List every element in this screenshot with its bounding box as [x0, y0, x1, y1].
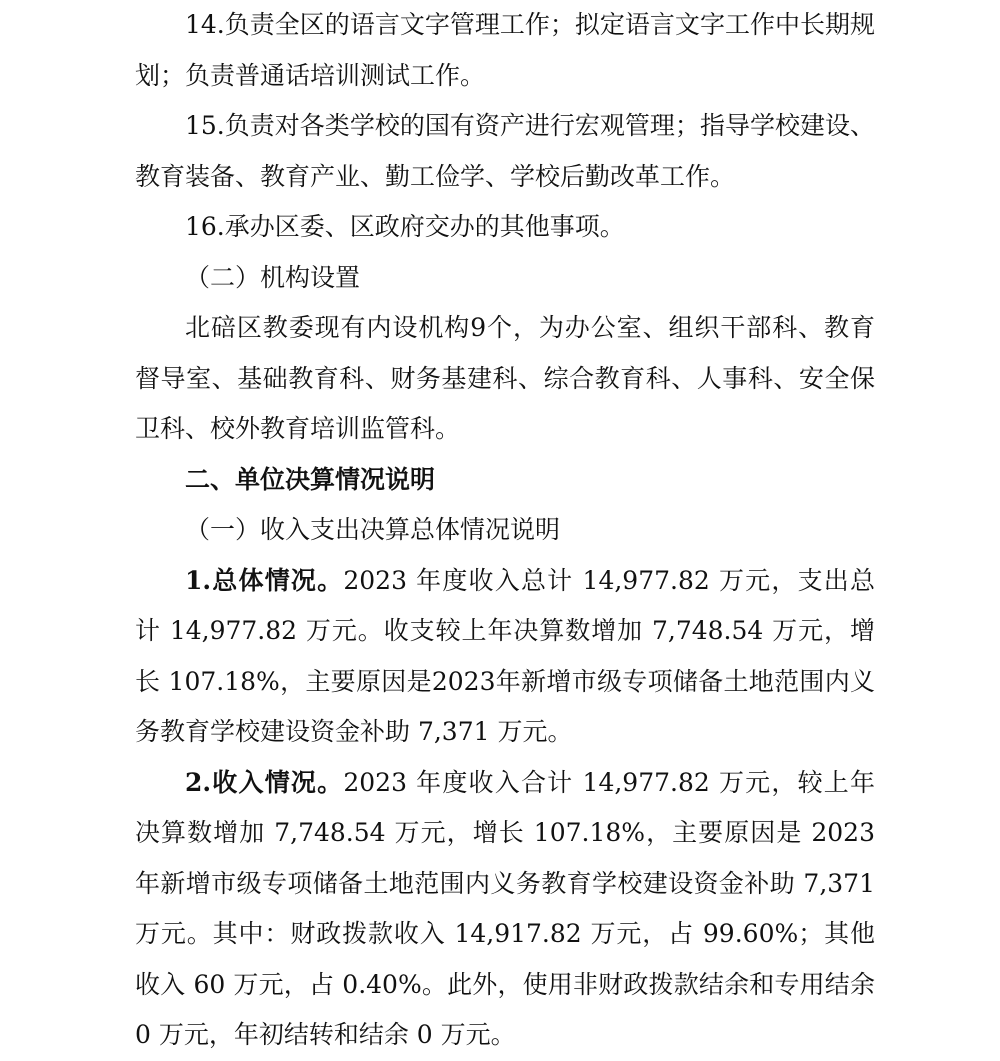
document-page: [135, 0, 875, 1061]
subsection-1-heading: （一）收入支出决算总体情况说明: [185, 515, 561, 544]
income-situation-body: 2023 年度收入合计 14,977.82 万元，较上年决算数增加 7,748.54 万元，增长 107.18%，主要原因是 2023 年新增市级专项储备土地范围内义务教育学校建设资金补助 7,371 万元。其中：财政拨款收入 14,917.82 万元，占 99.60%；其他收入 60 万元，占 0.40%。此外，使用非财政拨款结余和专用结余 0 万元，年初结转和结余 0 万元。: [135, 767, 875, 1049]
overall-situation-lead: 1.总体情况。: [185, 565, 344, 595]
section-2-heading: 二、单位决算情况说明: [185, 464, 436, 494]
paragraph-item-14: 14.负责全区的语言文字管理工作；拟定语言文字工作中长期规划；负责普通话培训测试工作。: [135, 10, 875, 90]
paragraph-item-15: 15.负责对各类学校的国有资产进行宏观管理；指导学校建设、教育装备、教育产业、勤工俭学、学校后勤改革工作。: [135, 111, 875, 191]
paragraph-item-16: 16.承办区委、区政府交办的其他事项。: [185, 212, 625, 241]
overall-situation-body: 2023 年度收入总计 14,977.82 万元，支出总计 14,977.82 万元。收支较上年决算数增加 7,748.54 万元，增长 107.18%，主要原因是2023年新增市级专项储备土地范围内义务教育学校建设资金补助 7,371 万元。: [135, 565, 875, 746]
overall-situation-paragraph: [135, 556, 875, 758]
income-situation-lead: 2.收入情况。: [185, 767, 344, 797]
org-setup-body: 北碚区教委现有内设机构9个，为办公室、组织干部科、教育督导室、基础教育科、财务基建科、综合教育科、人事科、安全保卫科、校外教育培训监管科。: [135, 313, 875, 443]
income-situation-paragraph: [135, 758, 875, 1061]
org-setup-heading: （二）机构设置: [185, 262, 361, 292]
